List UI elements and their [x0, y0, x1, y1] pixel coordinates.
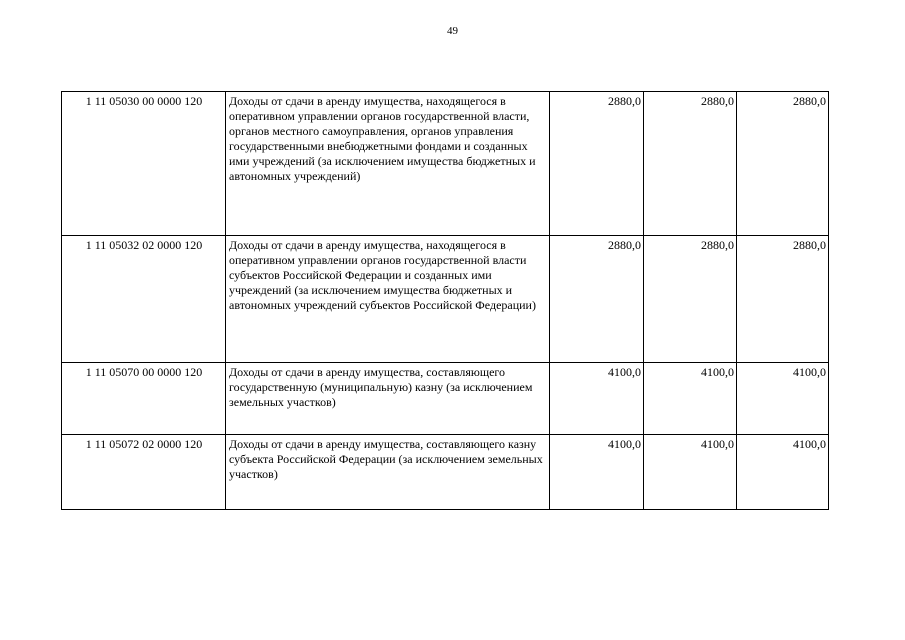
amount-year-3: 4100,0 — [737, 363, 829, 435]
amount-year-1: 4100,0 — [550, 363, 644, 435]
budget-classification-code: 1 11 05072 02 0000 120 — [62, 435, 226, 510]
amount-year-2: 2880,0 — [644, 236, 737, 363]
budget-classification-code: 1 11 05032 02 0000 120 — [62, 236, 226, 363]
amount-year-2: 4100,0 — [644, 435, 737, 510]
amount-year-3: 4100,0 — [737, 435, 829, 510]
amount-year-1: 4100,0 — [550, 435, 644, 510]
page-number: 49 — [447, 25, 458, 37]
amount-year-2: 2880,0 — [644, 92, 737, 236]
revenue-description: Доходы от сдачи в аренду имущества, составляющего государственную (муниципальную) казну (за исключением земельных участков) — [226, 363, 550, 435]
table-row — [62, 236, 829, 363]
amount-year-3: 2880,0 — [737, 236, 829, 363]
budget-classification-code: 1 11 05070 00 0000 120 — [62, 363, 226, 435]
budget-classification-code: 1 11 05030 00 0000 120 — [62, 92, 226, 236]
revenue-description: Доходы от сдачи в аренду имущества, находящегося в оперативном управлении органов государственной власти субъектов Российской Федерации и созданных ими учреждений (за исключением имущества бюджетных и автономных учреждений субъектов Российской Федерации) — [226, 236, 550, 363]
table-row — [62, 363, 829, 435]
table-row — [62, 435, 829, 510]
revenue-description: Доходы от сдачи в аренду имущества, составляющего казну субъекта Российской Федерации (за исключением земельных участков) — [226, 435, 550, 510]
amount-year-1: 2880,0 — [550, 236, 644, 363]
budget-revenue-table — [61, 91, 829, 510]
amount-year-1: 2880,0 — [550, 92, 644, 236]
table-row — [62, 92, 829, 236]
revenue-description: Доходы от сдачи в аренду имущества, находящегося в оперативном управлении органов государственной власти, органов местного самоуправления, органов управления государственными внебюджетными фондами и созданных ими учреждений (за исключением имущества бюджетных и автономных учреждений) — [226, 92, 550, 236]
amount-year-3: 2880,0 — [737, 92, 829, 236]
amount-year-2: 4100,0 — [644, 363, 737, 435]
